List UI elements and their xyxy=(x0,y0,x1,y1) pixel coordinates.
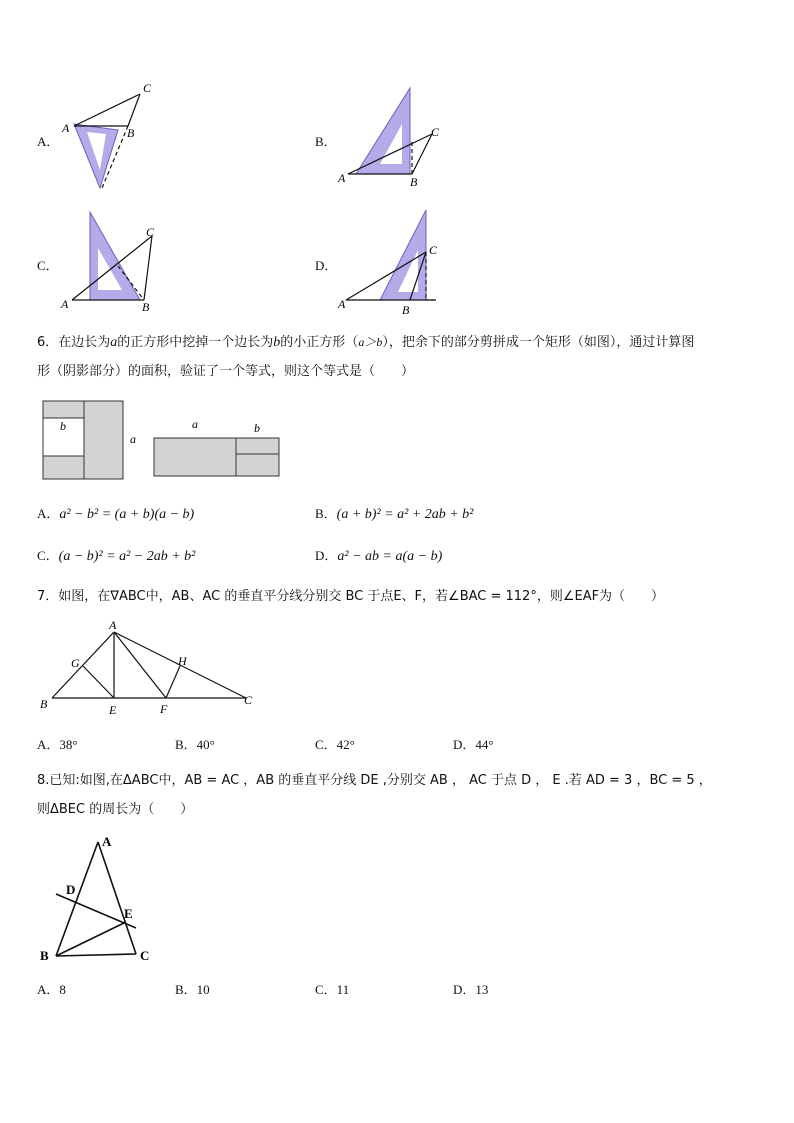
q5c-label-c: C xyxy=(146,225,155,239)
q6-question: 6．在边长为a的正方形中挖掉一个边长为b的小正方形（a＞b），把余下的部分剪拼成一个矩形（如图），通过计算图 形（阴影部分）的面积，验证了一个等式，则这个等式是（ ） xyxy=(37,335,695,379)
q6-label-a-side: a xyxy=(130,432,136,446)
q7-figure xyxy=(38,620,268,720)
q5d-label-c: C xyxy=(429,243,438,257)
q8-figure xyxy=(38,832,168,968)
q6-option-c[interactable]: C．(a − b)² = a² − 2ab + b² xyxy=(37,548,196,564)
q5d-label-b: B xyxy=(402,303,410,316)
q5c-label-b: B xyxy=(142,300,150,314)
q7-question: 7．如图，在∇ABC中，AB、AC 的垂直平分线分别交 BC 于点E、F，若∠BAC = 112°，则∠EAF为（ ） xyxy=(37,589,665,604)
q5-option-a-figure xyxy=(60,84,160,196)
q8-option-c[interactable]: C．11 xyxy=(315,982,350,997)
q8-option-a[interactable]: A．8 xyxy=(37,982,66,997)
q5-option-b-figure xyxy=(336,84,446,192)
q7-option-d[interactable]: D．44° xyxy=(453,737,494,752)
q8-option-d[interactable]: D．13 xyxy=(453,982,489,997)
q5-option-d-letter: D． xyxy=(315,258,338,273)
q6-label-a-top: a xyxy=(192,417,198,431)
q7-label-f: F xyxy=(160,702,168,716)
q7-option-a[interactable]: A．38° xyxy=(37,737,78,752)
q8-label-a: A xyxy=(102,834,112,849)
q7-label-a: A xyxy=(109,620,117,632)
q8-label-b: B xyxy=(40,948,49,963)
q5a-label-c: C xyxy=(143,84,152,95)
q6-label-b-inner: b xyxy=(60,419,66,433)
q5a-label-a: A xyxy=(62,121,70,135)
q7-label-b: B xyxy=(40,697,48,711)
q8-option-b[interactable]: B．10 xyxy=(175,982,210,997)
q8-question: 8.已知:如图,在ΔABC中，AB = AC ，AB 的垂直平分线 DE ,分别交 AB ， AC 于点 D ， E .若 AD = 3 ，BC = 5 ， 则ΔBEC 的周长为（ ） xyxy=(37,773,712,817)
q7-label-e: E xyxy=(109,703,117,717)
q7-option-b[interactable]: B．40° xyxy=(175,737,215,752)
q5d-label-a: A xyxy=(338,297,346,311)
q6-label-b-top: b xyxy=(254,421,260,435)
q7-label-c: C xyxy=(244,693,253,707)
q6-option-d[interactable]: D．a² − ab = a(a − b) xyxy=(315,548,443,564)
q5-option-d-figure xyxy=(336,208,446,316)
q5-option-b-letter: B． xyxy=(315,134,337,149)
q5a-label-b: B xyxy=(127,126,135,140)
q7-label-g: G xyxy=(71,656,80,670)
q6-option-a[interactable]: A．a² − b² = (a + b)(a − b) xyxy=(37,506,195,522)
q8-label-d: D xyxy=(66,882,76,897)
q5b-label-c: C xyxy=(431,125,440,139)
q5-option-c-letter: C． xyxy=(37,258,59,273)
q8-label-c: C xyxy=(140,948,150,963)
q6-option-b[interactable]: B．(a + b)² = a² + 2ab + b² xyxy=(315,506,474,522)
q7-option-c[interactable]: C．42° xyxy=(315,737,355,752)
q8-label-e: E xyxy=(124,906,133,921)
q5-option-c-figure xyxy=(60,208,164,316)
q5b-label-a: A xyxy=(338,171,346,185)
q5-option-a-letter: A． xyxy=(37,134,60,149)
q5b-label-b: B xyxy=(410,175,418,189)
q5c-label-a: A xyxy=(61,297,69,311)
q6-figure xyxy=(40,398,300,482)
q7-label-h: H xyxy=(178,654,187,668)
